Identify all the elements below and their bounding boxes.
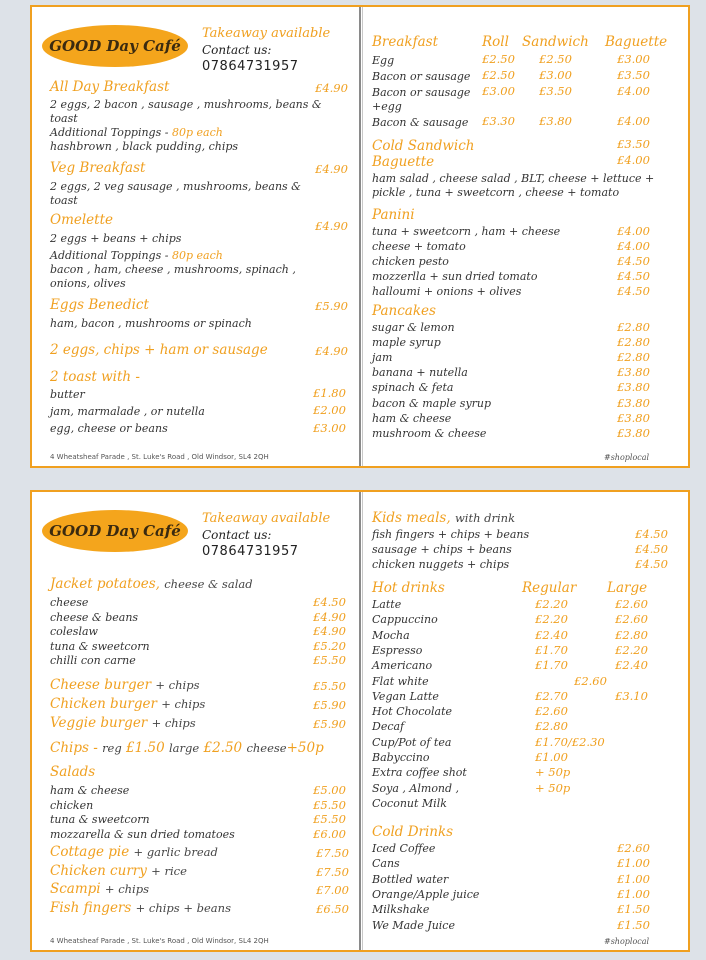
veg-breakfast-price: £4.90 [315, 162, 348, 176]
omelette-price: £4.90 [315, 219, 348, 233]
breakfast-row: +egg [372, 100, 402, 113]
kids-heading: Kids meals, with drink [372, 510, 516, 526]
takeaway-note: Takeaway available [202, 26, 331, 41]
toast-heading: 2 toast with - [50, 369, 140, 385]
veg-breakfast-desc: 2 eggs, 2 veg sausage , mushrooms, beans & [50, 180, 301, 193]
kids-item: sausage + chips + beans [372, 543, 512, 556]
cold-sandwich-price: £3.50 [617, 137, 650, 151]
pancake-item: jam [372, 351, 393, 365]
panini-price: £4.50 [617, 269, 650, 283]
main-price: £6.50 [316, 901, 349, 916]
hot-regular-price: £1.70 [535, 658, 568, 673]
hot-regular-price: £1.00 [535, 750, 568, 764]
phone-number: 07864731957 [202, 544, 299, 559]
eggs-benedict-price: £5.90 [315, 299, 348, 313]
panini-item: tuna + sweetcorn , ham + cheese [372, 225, 561, 238]
burger-line: Veggie burger + chips [50, 715, 196, 731]
omelette-toppings-items: bacon , ham, cheese , mushrooms, spinach , [50, 263, 296, 276]
cold-sandwich-desc-2: pickle , tuna + sweetcorn , cheese + tomato [372, 186, 620, 199]
cafe-logo [42, 25, 188, 67]
hot-drink-item: Mocha [372, 628, 410, 642]
main-line: Chicken curry + rice [50, 862, 187, 879]
hot-drink-item: Soya , Almond , [372, 781, 460, 795]
col-sandwich: Sandwich [522, 34, 589, 50]
pancake-price: £3.80 [617, 425, 650, 440]
breakfast-row: Bacon & sausage [372, 116, 469, 129]
pancake-price: £3.80 [617, 395, 650, 410]
panini-item: halloumi + onions + olives [372, 285, 522, 298]
hot-drink-item: Vegan Latte [372, 689, 439, 703]
main-price: £7.50 [316, 846, 349, 860]
panini-price: £4.00 [617, 239, 650, 253]
salads-heading: Salads [50, 764, 96, 780]
cold-drink-item: We Made Juice [372, 918, 455, 932]
pancake-price: £2.80 [617, 350, 650, 365]
pancake-item: ham & cheese [372, 411, 452, 425]
cold-drink-item: Bottled water [372, 872, 449, 886]
burger-line: Cheese burger + chips [50, 677, 200, 693]
hot-regular-price: + 50p [535, 765, 571, 780]
panini-item: chicken pesto [372, 255, 449, 268]
pancake-price: £2.80 [617, 320, 650, 334]
kids-item: chicken nuggets + chips [372, 558, 510, 571]
hot-regular-price: £1.70 [535, 642, 568, 657]
phone-number: 07864731957 [202, 59, 299, 74]
pancake-price: £2.80 [617, 335, 650, 350]
hot-large-price: £3.10 [615, 688, 648, 703]
salad-price: £5.50 [313, 812, 346, 827]
cold-drink-price: £1.00 [617, 856, 650, 871]
cold-drink-price: £1.50 [617, 902, 650, 917]
cold-drink-price: £2.60 [617, 841, 650, 855]
pancake-price: £3.80 [617, 410, 650, 425]
all-day-breakfast-price: £4.90 [315, 81, 348, 95]
hot-drink-item: Babyccino [372, 751, 430, 764]
hot-regular-price: £1.70/£2.30 [535, 734, 605, 749]
veg-breakfast-heading: Veg Breakfast [50, 160, 146, 176]
main-price: £7.50 [316, 864, 349, 879]
cold-drink-price: £1.50 [617, 917, 650, 932]
panini-item: cheese + tomato [372, 240, 466, 253]
main-line: Fish fingers + chips + beans [50, 899, 231, 916]
chips-line: Chips - reg £1.50 large £2.50 cheese+50p [50, 740, 324, 756]
toast-item: butter [50, 388, 85, 401]
pancake-item: mushroom & cheese [372, 426, 487, 440]
hot-drink-item: Latte [372, 598, 402, 611]
eggs-benedict-desc: ham, bacon , mushrooms or spinach [50, 317, 252, 330]
hot-regular-price: £2.60 [535, 704, 568, 719]
omelette-desc: 2 eggs + beans + chips [50, 232, 182, 245]
hot-drink-item: Flat white [372, 674, 429, 688]
hot-drink-item: Extra coffee shot [372, 766, 467, 780]
pancake-item: sugar & lemon [372, 321, 455, 334]
cold-drink-item: Milkshake [372, 903, 430, 917]
main-price: £7.00 [316, 883, 349, 897]
burger-price: £5.90 [313, 698, 346, 712]
kids-price: £4.50 [635, 557, 668, 571]
takeaway-note: Takeaway available [202, 511, 331, 526]
breakfast-sandwich-price: £2.50 [539, 52, 572, 66]
pancake-item: banana + nutella [372, 366, 468, 380]
salad-price: £6.00 [313, 826, 346, 841]
logo-text: GOOD Day Café [49, 37, 181, 55]
breakfast-heading: Breakfast [372, 34, 438, 50]
pancake-item: maple syrup [372, 336, 441, 350]
page-divider [359, 492, 361, 950]
cold-sandwich-desc: ham salad , cheese salad , BLT, cheese + lettuce + [372, 172, 655, 185]
panini-price: £4.00 [617, 224, 650, 238]
cold-baguette-heading: Baguette [372, 154, 435, 170]
pancakes-heading: Pancakes [372, 303, 436, 319]
logo-text: GOOD Day Café [49, 522, 181, 540]
hot-large-price: £2.20 [615, 642, 648, 657]
jacket-item: cheese [50, 596, 89, 609]
eggs-benedict-heading: Eggs Benedict [50, 297, 149, 313]
hot-regular-price: £2.80 [535, 719, 568, 734]
pancake-price: £3.80 [617, 380, 650, 395]
hot-drink-item: Espresso [372, 643, 423, 657]
pancake-item: bacon & maple syrup [372, 396, 492, 410]
col-roll: Roll [482, 34, 509, 50]
cold-baguette-price: £4.00 [617, 153, 650, 167]
breakfast-sandwich-price: £3.50 [539, 84, 572, 98]
hot-drink-item: Americano [372, 659, 433, 673]
hot-drink-item: Coconut Milk [372, 796, 447, 810]
hot-drink-item: Decaf [372, 720, 405, 734]
cold-drink-price: £1.00 [617, 871, 650, 886]
all-day-toppings: Additional Toppings - 80p each [50, 126, 223, 139]
breakfast-baguette-price: £4.00 [617, 84, 650, 98]
salad-price: £5.50 [313, 797, 346, 812]
burger-line: Chicken burger + chips [50, 696, 206, 712]
flat-white-price: £2.60 [574, 674, 607, 688]
main-line: Scampi + chips [50, 881, 150, 897]
menu-page-1 [30, 5, 690, 468]
salad-item: chicken [50, 798, 94, 812]
breakfast-baguette-price: £3.50 [617, 68, 650, 82]
hot-drink-item: Cappuccino [372, 613, 438, 627]
jacket-price: £4.50 [313, 595, 346, 609]
page-divider [359, 7, 361, 466]
panini-price: £4.50 [617, 284, 650, 298]
jacket-item: tuna & sweetcorn [50, 639, 150, 653]
all-day-breakfast-desc: 2 eggs, 2 bacon , sausage , mushrooms, beans & [50, 98, 322, 111]
jacket-item: cheese & beans [50, 610, 139, 624]
cold-drink-price: £1.00 [617, 886, 650, 901]
burger-price: £5.90 [313, 717, 346, 731]
cold-drink-item: Cans [372, 857, 400, 871]
salad-item: tuna & sweetcorn [50, 813, 150, 827]
hot-regular-price: £2.70 [535, 688, 568, 703]
hot-drink-item: Hot Chocolate [372, 705, 453, 719]
jacket-price: £4.90 [313, 609, 346, 624]
omelette-toppings-items-2: onions, olives [50, 277, 126, 290]
hot-drink-item: Cup/Pot of tea [372, 735, 452, 749]
pancake-item: spinach & feta [372, 381, 454, 395]
hot-large-price: £2.80 [615, 627, 648, 642]
eggs-chips-heading: 2 eggs, chips + ham or sausage [50, 342, 268, 358]
breakfast-row: Bacon or sausage [372, 86, 471, 99]
breakfast-roll-price: £3.00 [482, 84, 515, 98]
all-day-breakfast-desc-2: toast [50, 112, 78, 125]
omelette-toppings: Additional Toppings - 80p each [50, 249, 223, 262]
panini-item: mozzerlla + sun dried tomato [372, 270, 538, 283]
cold-drink-item: Iced Coffee [372, 842, 436, 855]
breakfast-roll-price: £2.50 [482, 52, 515, 66]
kids-price: £4.50 [635, 542, 668, 556]
shoplocal-tag: #shoplocal [604, 937, 650, 946]
shoplocal-tag: #shoplocal [604, 453, 650, 462]
hot-large-price: £2.60 [615, 612, 648, 627]
breakfast-sandwich-price: £3.00 [539, 68, 572, 82]
address: 4 Wheatsheaf Parade , St. Luke's Road , Old Windsor, SL4 2QH [50, 937, 269, 945]
cold-sandwich-heading: Cold Sandwich [372, 138, 475, 154]
salad-item: mozzarella & sun dried tomatoes [50, 827, 235, 841]
kids-item: fish fingers + chips + beans [372, 528, 530, 541]
toast-price: £2.00 [313, 403, 346, 417]
toast-item: egg, cheese or beans [50, 422, 168, 435]
toast-item: jam, marmalade , or nutella [50, 405, 205, 418]
breakfast-baguette-price: £4.00 [617, 114, 650, 128]
breakfast-sandwich-price: £3.80 [539, 114, 572, 128]
jacket-item: coleslaw [50, 625, 98, 639]
panini-heading: Panini [372, 207, 415, 223]
jacket-price: £4.90 [313, 624, 346, 639]
omelette-heading: Omelette [50, 212, 114, 228]
cafe-logo [42, 510, 188, 552]
toast-price: £1.80 [313, 386, 346, 400]
salad-price: £5.00 [313, 783, 346, 797]
cold-drinks-heading: Cold Drinks [372, 824, 454, 840]
col-regular: Regular [522, 580, 577, 596]
jacket-price: £5.50 [313, 653, 346, 668]
all-day-breakfast-heading: All Day Breakfast [50, 79, 170, 95]
contact-label: Contact us: [202, 43, 272, 57]
hot-large-price: £2.60 [615, 597, 648, 611]
pancake-price: £3.80 [617, 365, 650, 380]
jacket-price: £5.20 [313, 638, 346, 653]
menu-page-2 [30, 490, 690, 952]
veg-breakfast-desc-2: toast [50, 194, 78, 207]
col-large: Large [607, 580, 648, 596]
all-day-toppings-items: hashbrown , black pudding, chips [50, 140, 239, 153]
panini-price: £4.50 [617, 254, 650, 268]
hot-regular-price: £2.40 [535, 627, 568, 642]
main-line: Cottage pie + garlic bread [50, 844, 218, 860]
kids-price: £4.50 [635, 527, 668, 541]
address: 4 Wheatsheaf Parade , St. Luke's Road , Old Windsor, SL4 2QH [50, 453, 269, 461]
breakfast-row: Egg [372, 54, 395, 67]
breakfast-roll-price: £2.50 [482, 68, 515, 82]
hot-regular-price: £2.20 [535, 597, 568, 611]
breakfast-roll-price: £3.30 [482, 114, 515, 128]
burger-price: £5.50 [313, 679, 346, 693]
col-baguette: Baguette [605, 34, 668, 50]
toast-price: £3.00 [313, 421, 346, 435]
hot-regular-price: £2.20 [535, 612, 568, 627]
breakfast-row: Bacon or sausage [372, 70, 471, 83]
breakfast-baguette-price: £3.00 [617, 52, 650, 66]
salad-item: ham & cheese [50, 784, 130, 797]
hot-drinks-heading: Hot drinks [372, 580, 445, 596]
cold-drink-item: Orange/Apple juice [372, 887, 480, 901]
jacket-heading: Jacket potatoes, cheese & salad [50, 576, 253, 592]
hot-regular-price: + 50p [535, 780, 571, 795]
contact-label: Contact us: [202, 528, 272, 542]
hot-large-price: £2.40 [615, 658, 648, 673]
jacket-item: chilli con carne [50, 654, 136, 668]
eggs-chips-price: £4.90 [315, 344, 348, 358]
